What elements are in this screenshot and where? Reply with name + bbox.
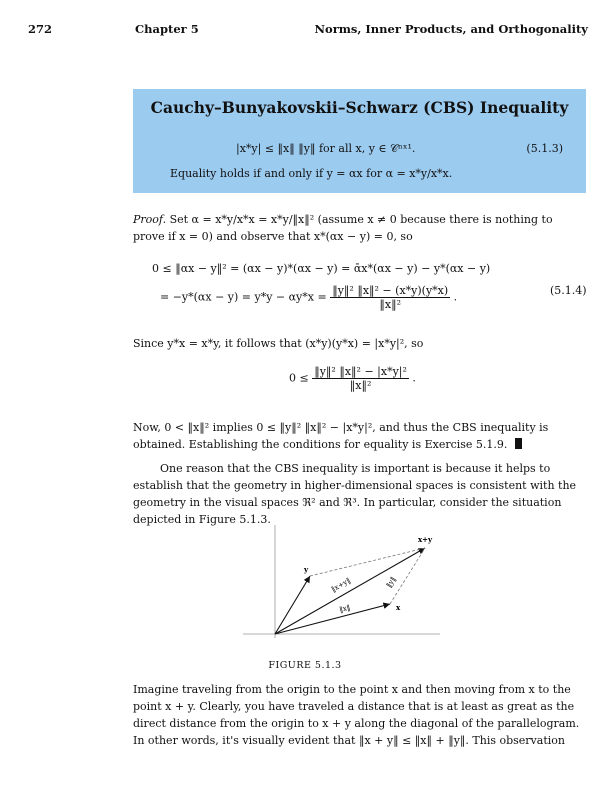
vector-x-plus-y [275, 548, 425, 634]
equation-number-513: (5.1.3) [526, 142, 563, 155]
proof-text: Set α = x*y/x*x = x*y/‖x‖² (assume x ≠ 0 because there is nothing to prove if x = 0) and observe that x*(αx − y) = 0, so [133, 213, 553, 243]
theorem-title: Cauchy–Bunyakovskii–Schwarz (CBS) Inequality [150, 98, 569, 117]
figure-5-1-3 [240, 520, 440, 660]
page-number: 272 [28, 22, 53, 36]
section-title: Norms, Inner Products, and Orthogonality [314, 22, 588, 36]
dashed-edge-top [310, 548, 425, 576]
label-norm-x: ‖x‖ [338, 603, 352, 614]
equality-condition: Equality holds if and only if y = αx for α = x*y/x*x. [170, 167, 453, 180]
vector-y [275, 576, 310, 634]
fraction-denominator: ‖x‖² [379, 298, 401, 311]
label-x-plus-y: x+y [418, 535, 433, 544]
since-text: Since y*x = x*y, it follows that (x*y)(y*x) = |x*y|², so [133, 337, 424, 350]
final-paragraph [133, 681, 586, 749]
page-header [28, 22, 588, 38]
equation-number-514: (5.1.4) [550, 284, 587, 297]
fraction-denominator: ‖x‖² [349, 379, 372, 392]
since-paragraph [133, 335, 586, 352]
reason-text: One reason that the CBS inequality is important is because it helps to establish that the geometry in higher-dimensional spaces is consistent with the geometry in the visual spaces ℜ² and ℜ³. In particular, consider the situation depicted in Figure 5.1.3. [133, 462, 577, 526]
proof-paragraph [133, 211, 586, 245]
inequality-display: 0 ≤ $\frac{\text{‖y‖² ‖x‖² − |x*y|²}}{\text{‖x‖²}}$ . [289, 365, 416, 392]
equation-514-fraction [330, 284, 450, 311]
equation-514-row2: = −y*(αx − y) = y*y − αy*x = $\frac{\text{‖y‖² ‖x‖² − (x*y)(y*x)}}{\text{‖x‖²}}$ . [160, 284, 458, 311]
final-text: Imagine traveling from the origin to the point x and then moving from x to the point x + y. Clearly, you have traveled a distance that is at least as great as the direct distance from the origin to x + y along the diagonal of the parallelogram. In other words, it's visually evident that ‖x + y‖ ≤ ‖x‖ + ‖y‖. This observation [133, 683, 580, 747]
reason-paragraph [133, 460, 586, 528]
equation-514-row2-lhs: = −y*(αx − y) = y*y − αy*x = [160, 290, 327, 304]
proof-label: Proof. [133, 213, 167, 226]
label-x: x [396, 603, 401, 612]
cbs-statement: |x*y| ≤ ‖x‖ ‖y‖ for all x, y ∈ 𝒞ⁿˣ¹. [236, 142, 416, 155]
fraction-numerator: ‖y‖² ‖x‖² − |x*y|² [314, 365, 407, 378]
chapter-label: Chapter 5 [135, 22, 199, 36]
dashed-edge-right [390, 548, 425, 604]
inequality-lhs: 0 ≤ [289, 371, 309, 385]
now-text: Now, 0 < ‖x‖² implies 0 ≤ ‖y‖² ‖x‖² − |x*y|², and thus the CBS inequality is obtained. Establishing the conditions for equality is Exercise 5.1.9. [133, 421, 549, 451]
inequality-fraction [312, 365, 409, 392]
parallelogram-diagram [240, 520, 440, 660]
vector-x [275, 604, 390, 634]
now-paragraph [133, 419, 586, 453]
equation-514-row1: 0 ≤ ‖αx − y‖² = (αx − y)*(αx − y) = ᾱx*(αx − y) − y*(αx − y) [152, 262, 491, 275]
qed-square-icon [515, 438, 522, 449]
label-norm-y: ‖y‖ [384, 575, 398, 590]
figure-caption: FIGURE 5.1.3 [268, 660, 342, 671]
label-y: y [304, 565, 309, 574]
theorem-box [133, 89, 586, 193]
label-norm-x-plus-y: ‖x+y‖ [330, 576, 352, 594]
fraction-numerator: ‖y‖² ‖x‖² − (x*y)(y*x) [332, 284, 449, 297]
